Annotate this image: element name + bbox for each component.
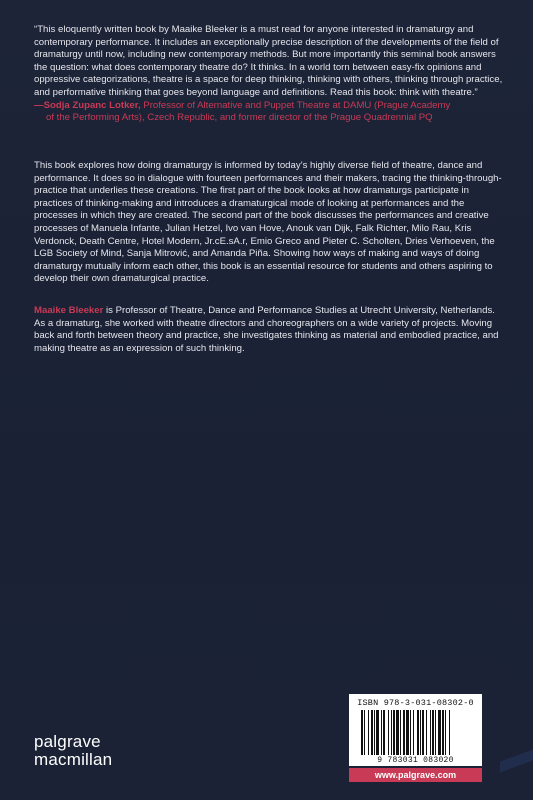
quote-attribution [34,100,504,125]
description-text: This book explores how doing dramaturgy is informed by today’s highly diverse field of theatre, dance and performance. It does so in dialogue with fourteen performances and their makers, tracing the thinking-through-practice that underlies these creations. The first part of the book looks at how dramaturgs participate in practices of thinking-making and introduces a dramaturgical mode of looking at performances and the processes in which they are created. The second part of the book discusses the performances and creative processes of Manuela Infante, Julian Hetzel, Ivo van Hove, Anouk van Dijk, Falk Richter, Milo Rau, Kris Verdonck, Death Centre, Hotel Modern, Jr.cE.sA.r, Emio Greco and Pieter C. Scholten, Dries Verhoeven, the LGB Society of Mind, Sanja Mitrović, and Amanda Piña. Showing how ways of making and ways of doing dramaturgy mutually inform each other, this book is an essential resource for students and others aspiring to develop their own dramaturgical practice. [34,160,502,285]
barcode-bar [432,710,434,755]
isbn-label: ISBN 978-3-031-08302-0 [357,698,474,708]
publisher-line1: palgrave [34,732,101,751]
barcode-bar [438,710,441,755]
barcode-digits: 9 783031 083020 [377,756,454,765]
barcode-bar [445,710,446,755]
barcode-bar [410,710,411,755]
publisher-url[interactable]: www.palgrave.com [349,768,482,782]
barcode-bar [381,710,382,755]
isbn-barcode [349,694,482,766]
endorsement-quote [34,24,504,125]
bio-text: is Professor of Theatre, Dance and Performance Studies at Utrecht University, Netherlands. As a dramaturg, she worked with theatre directors and choreographers on a wide variety of projects. Moving back and forth between theory and practice, she investigates thinking as material and embodied practice, and making theatre as an expression of such thinking. [34,305,499,354]
barcode-bar [422,710,424,755]
barcode-bar [371,710,373,755]
barcode-bar [417,710,419,755]
barcode-bar [420,710,421,755]
barcode-bar [393,710,395,755]
decorative-stripe [500,740,533,800]
barcode-bar [374,710,375,755]
quote-text: “This eloquently written book by Maaike Bleeker is a must read for anyone interested in dramaturgy and contemporary performance. It includes an exceptionally precise description of the developments of the field of dramaturgy until now, including new contemporary methods. But more importantly this seminal book answers the question: what does contemporary theatre do? It thinks. In a world torn between easy-fix opinions and oppressive categorizations, theatre is a space for deep thinking, thinking with others, thinking through practice, and performative thinking that goes beyond language and definitions. Read this book: think with theatre.” [34,24,503,98]
barcode-bar [430,710,431,755]
barcode-bar [368,710,369,755]
book-description [34,160,504,286]
barcode-bar [449,710,450,755]
quote-affiliation-1: Professor of Alternative and Puppet Theatre at DAMU (Prague Academy [143,99,451,111]
author-name: Maaike Bleeker [34,305,104,316]
barcode-bar [391,710,392,755]
barcode-bar [413,710,414,755]
barcode-bars [361,710,473,755]
author-bio [34,305,504,355]
barcode-bar [396,710,399,755]
barcode-bar [406,710,409,755]
barcode-bar [442,710,444,755]
barcode-bar [426,710,427,755]
barcode-bar [361,710,363,755]
bio-paragraph [34,305,504,355]
quote-affiliation-2: of the Performing Arts), Czech Republic, and former director of the Prague Quadrennial PQ [46,112,433,124]
publisher-logo [34,733,112,769]
barcode-bar [400,710,401,755]
barcode-bar [388,710,389,755]
quote-author: —Sodja Zupanc Lotker, [34,99,141,111]
barcode-bar [376,710,379,755]
barcode-bar [435,710,436,755]
barcode-bar [383,710,385,755]
barcode-bar [403,710,405,755]
barcode-bar [364,710,365,755]
publisher-line2: macmillan [34,750,113,769]
